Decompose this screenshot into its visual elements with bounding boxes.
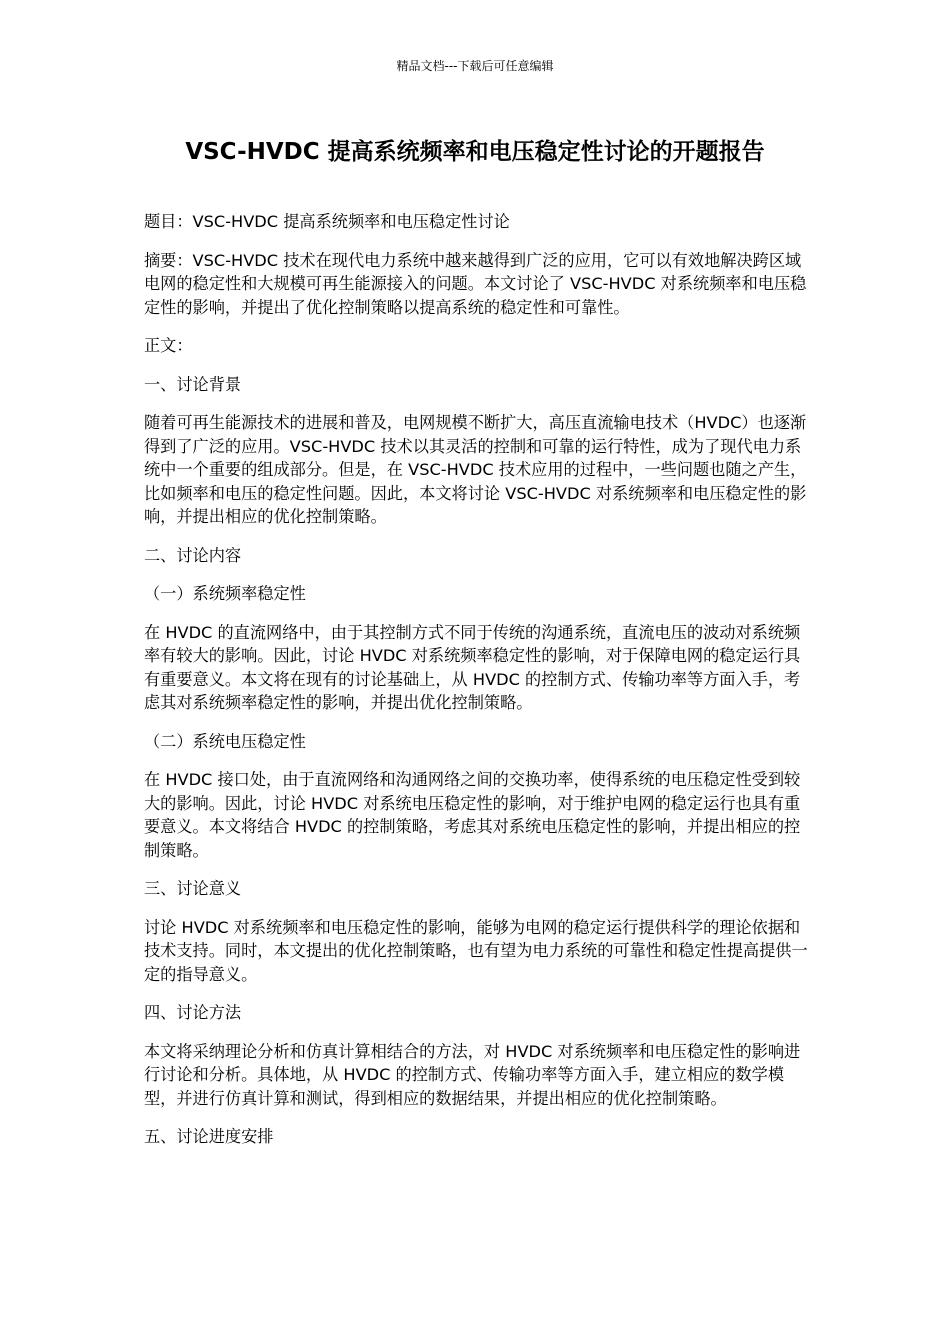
- section-heading-background: 一、讨论背景: [144, 374, 242, 394]
- subsection-heading-frequency: （一）系统频率稳定性: [144, 584, 306, 603]
- subsection-heading-voltage: （二）系统电压稳定性: [144, 731, 306, 751]
- section-heading-significance: 三、讨论意义: [144, 879, 242, 898]
- body-label: 正文：: [144, 336, 193, 355]
- section-heading-content: 二、讨论内容: [144, 545, 242, 565]
- frequency-paragraph: 在 HVDC 的直流网络中，由于其控制方式不同于传统的沟通系统，直流电压的波动对系统频率有较大的影响。因此，讨论 HVDC 对系统频率稳定性的影响，对于保障电网的稳定运行具有重要意义。本文将在现有的讨论基础上，从 HVDC 的控制方式、传输功率等方面入手，考虑其对系统频率稳定性的影响，并提出优化控制策略。: [144, 622, 801, 712]
- voltage-paragraph: 在 HVDC 接口处，由于直流网络和沟通网络之间的交换功率，使得系统的电压稳定性受到较大的影响。因此，讨论 HVDC 对系统电压稳定性的影响，对于维护电网的稳定运行也具有重要意义。本文将结合 HVDC 的控制策略，考虑其对系统电压稳定性的影响，并提出相应的控制策略。: [144, 770, 801, 860]
- background-paragraph: 随着可再生能源技术的进展和普及，电网规模不断扩大，高压直流输电技术（HVDC）也逐渐得到了广泛的应用。VSC-HVDC 技术以其灵活的控制和可靠的运行特性，成为了现代电力系统中一个重要的组成部分。但是，在 VSC-HVDC 技术应用的过程中，一些问题也随之产生，比如频率和电压的稳定性问题。因此，本文将讨论 VSC-HVDC 对系统频率和电压稳定性的影响，并提出相应的优化控制策略。: [144, 413, 807, 526]
- significance-paragraph: 讨论 HVDC 对系统频率和电压稳定性的影响，能够为电网的稳定运行提供科学的理论依据和技术支持。同时，本文提出的优化控制策略，也有望为电力系统的可靠性和稳定性提高提供一定的指导意义。: [144, 917, 808, 984]
- method-paragraph: 本文将采纳理论分析和仿真计算相结合的方法，对 HVDC 对系统频率和电压稳定性的影响进行讨论和分析。具体地，从 HVDC 的控制方式、传输功率等方面入手，建立相应的数学模型，并进行仿真计算和测试，得到相应的数据结果，并提出相应的优化控制策略。: [144, 1041, 801, 1108]
- header-note: 精品文档---下载后可任意编辑: [396, 59, 554, 73]
- document-body: [144, 210, 808, 1164]
- abstract-paragraph: 摘要：VSC-HVDC 技术在现代电力系统中越来越得到广泛的应用，它可以有效地解决跨区域电网的稳定性和大规模可再生能源接入的问题。本文讨论了 VSC-HVDC 对系统频率和电压稳定性的影响，并提出了优化控制策略以提高系统的稳定性和可靠性。: [144, 250, 807, 317]
- section-heading-schedule: 五、讨论进度安排: [144, 1127, 274, 1146]
- topic-line: 题目：VSC-HVDC 提高系统频率和电压稳定性讨论: [144, 212, 510, 231]
- section-heading-method: 四、讨论方法: [144, 1003, 242, 1022]
- document-title: VSC-HVDC 提高系统频率和电压稳定性讨论的开题报告: [185, 139, 765, 165]
